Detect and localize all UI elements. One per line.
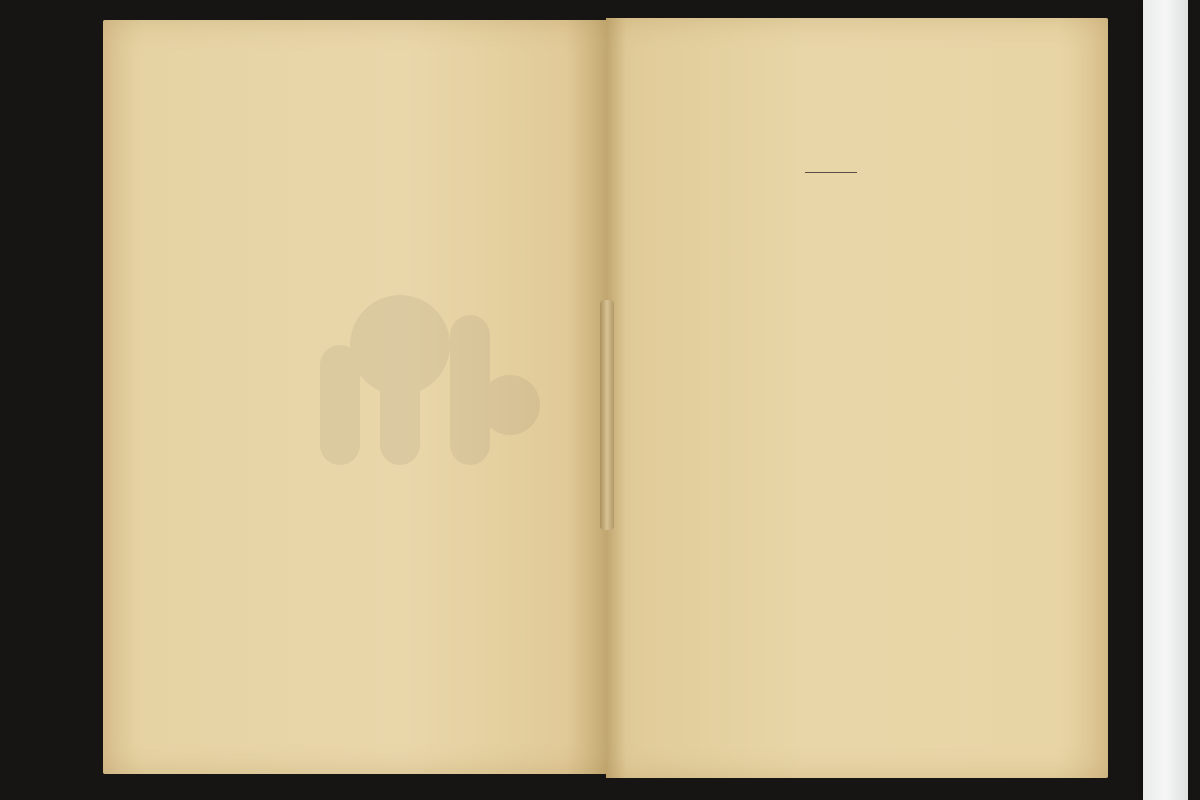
title-divider <box>805 172 857 173</box>
watermark-logo-icon <box>300 285 540 475</box>
binding-fold <box>600 300 614 530</box>
measuring-ruler <box>1143 0 1188 800</box>
right-page <box>606 18 1108 778</box>
